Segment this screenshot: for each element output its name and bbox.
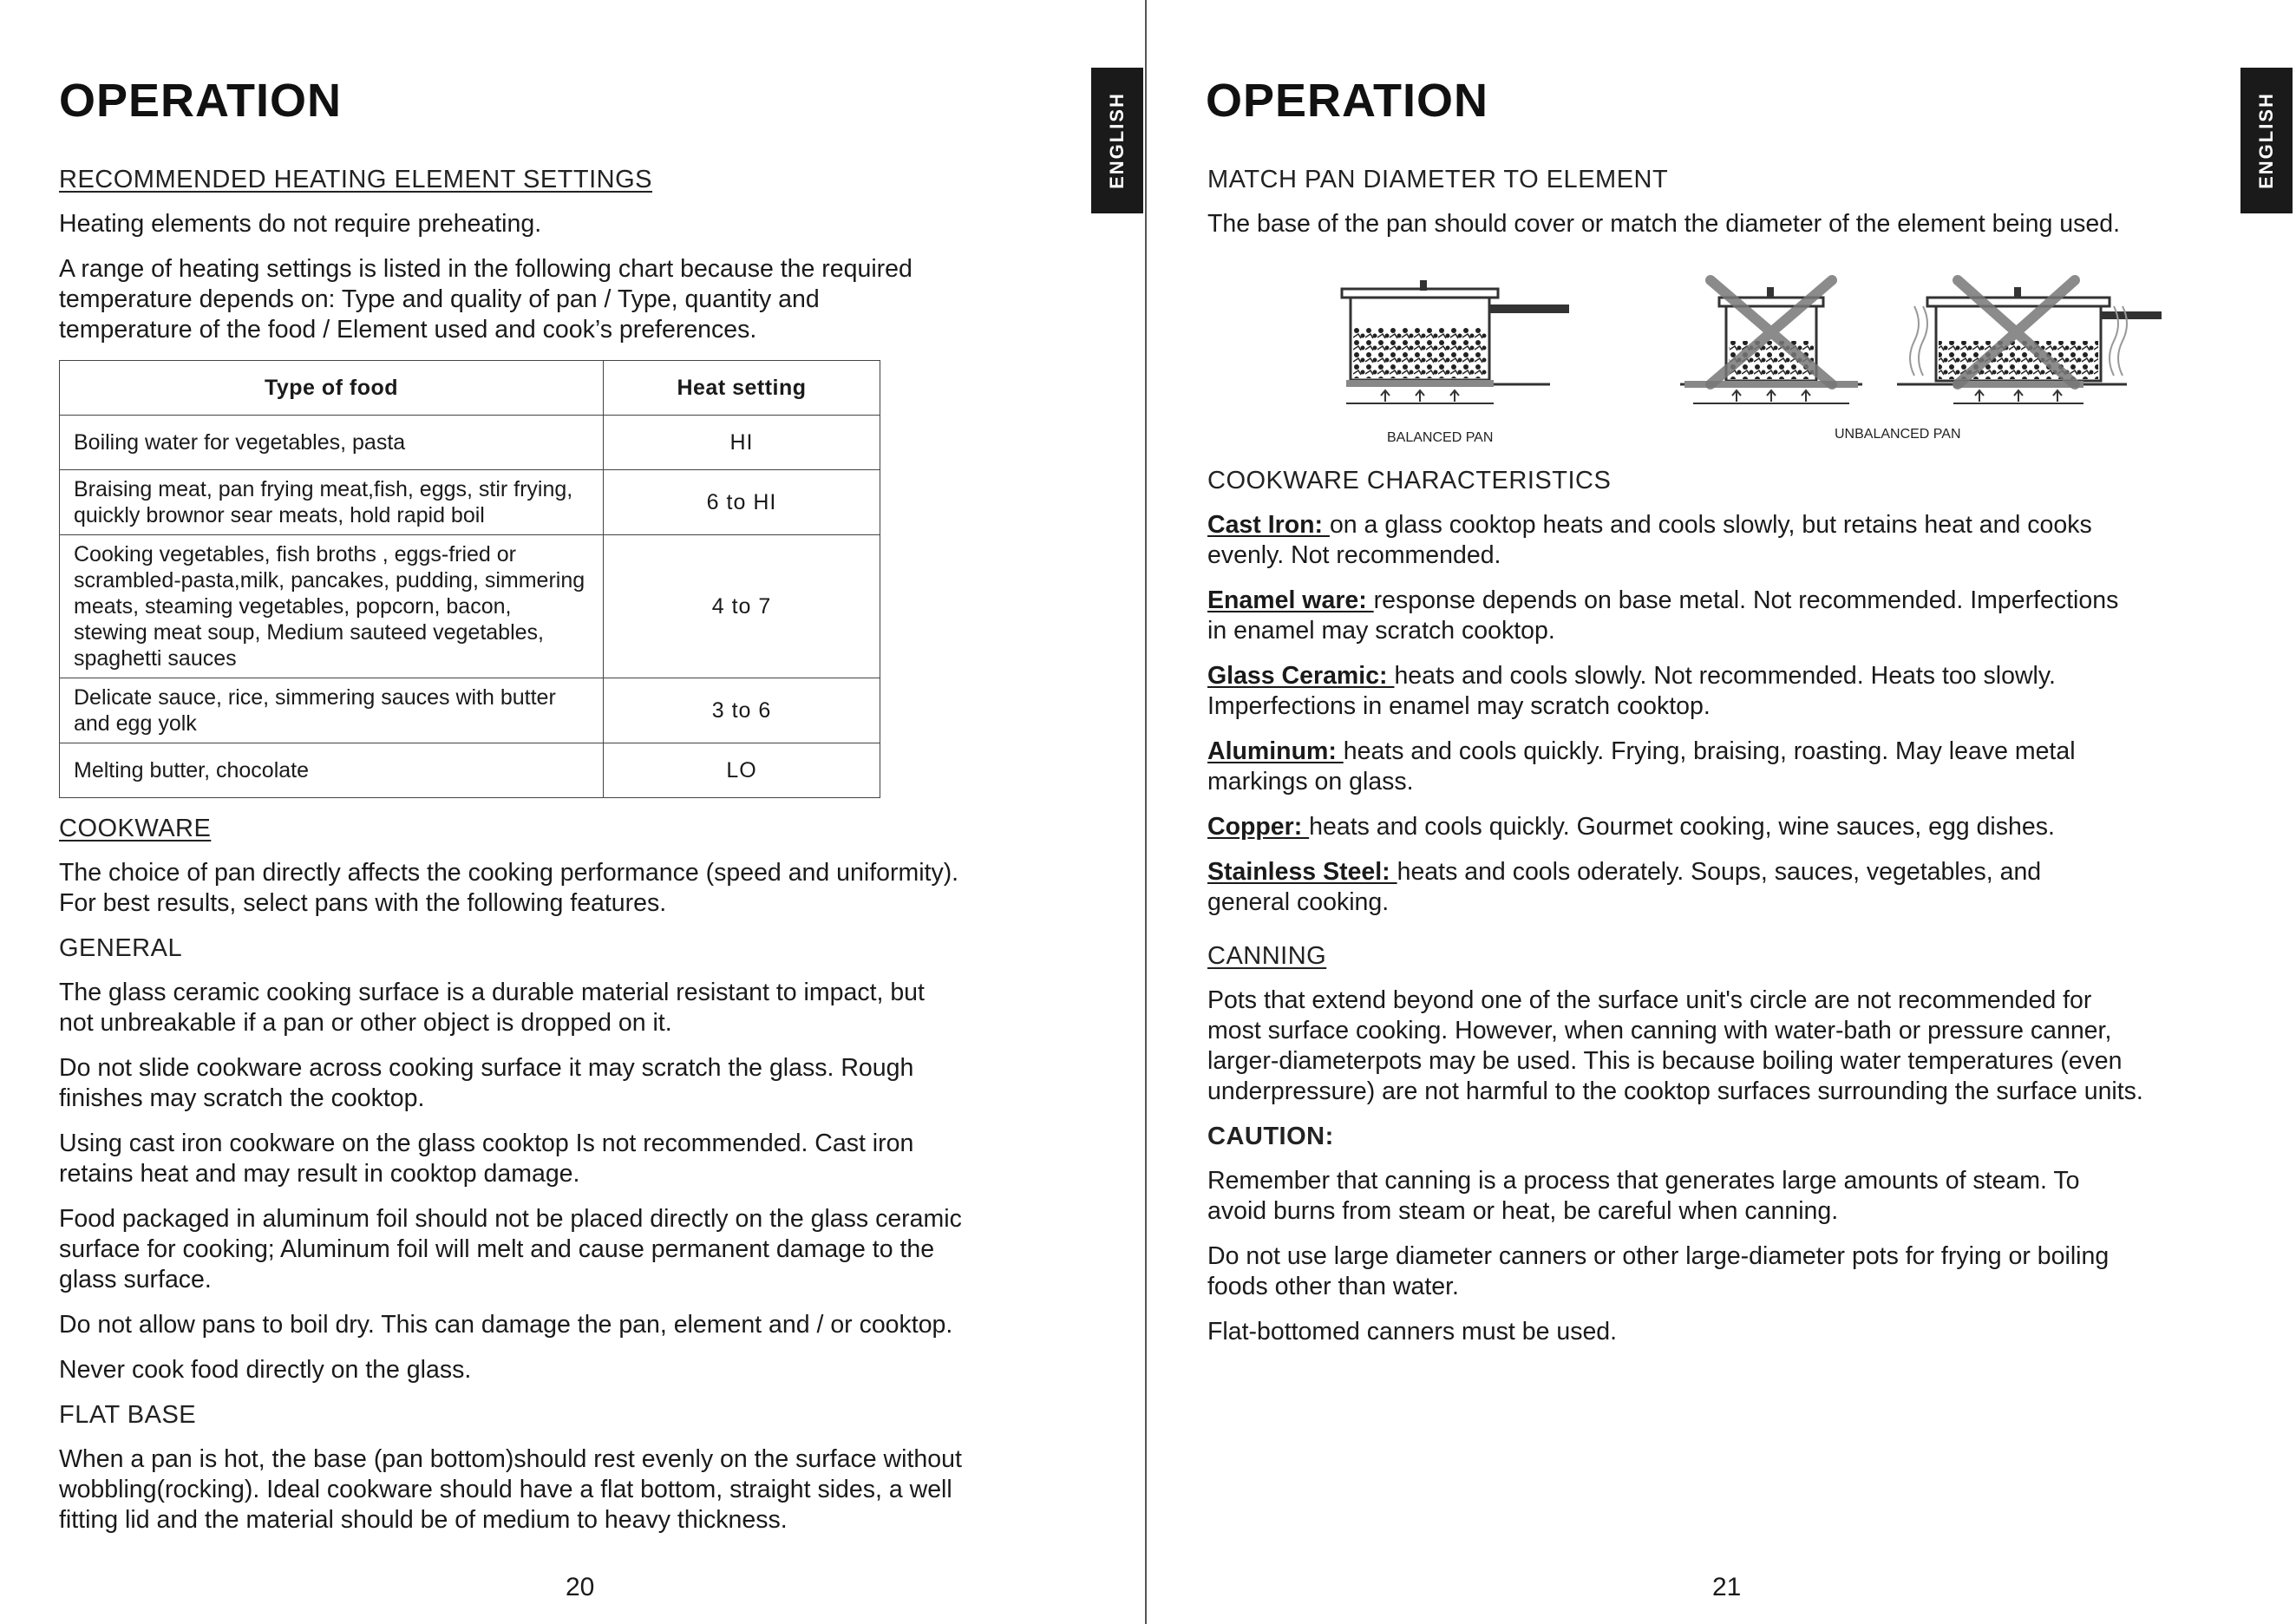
text-line: Do not use large diameter canners or other large-diameter pots for frying or boiling xyxy=(1207,1242,2110,1270)
text-line: The choice of pan directly affects the cooking performance (speed and uniformity). xyxy=(59,859,959,887)
page-21-content xyxy=(1207,165,2231,1362)
heat-cell: HI xyxy=(604,416,880,470)
text-line: surface for cooking; Aluminum foil will melt and cause permanent damage to the xyxy=(59,1235,935,1263)
table-row xyxy=(60,535,880,678)
caption-unbalanced-pan: UNBALANCED PAN xyxy=(1835,427,1961,442)
text-line: glass surface. xyxy=(59,1266,212,1293)
text-line: temperature depends on: Type and quality of pan / Type, quantity and xyxy=(59,285,820,313)
paragraph-caution-2 xyxy=(1207,1241,2231,1302)
heat-cell: 3 to 6 xyxy=(604,678,880,743)
heat-settings-table xyxy=(59,360,880,798)
page-20-content xyxy=(59,165,1065,1550)
text-line: avoid burns from steam or heat, be careful when canning. xyxy=(1207,1197,1839,1225)
column-header-food: Type of food xyxy=(60,361,604,416)
text-line: Food packaged in aluminum foil should not be placed directly on the glass ceramic xyxy=(59,1205,962,1233)
text-line: wobbling(rocking). Ideal cookware should have a flat bottom, straight sides, a well xyxy=(59,1476,952,1503)
language-tab xyxy=(1091,68,1143,213)
text-line: retains heat and may result in cooktop damage. xyxy=(59,1160,580,1188)
caption-balanced-pan: BALANCED PAN xyxy=(1387,430,1494,445)
text-line: Using cast iron cookware on the glass cooktop Is not recommended. Cast iron xyxy=(59,1130,914,1157)
page-title: OPERATION xyxy=(59,75,343,127)
table-row xyxy=(60,470,880,535)
paragraph-general-4 xyxy=(59,1204,1065,1295)
material-enamel-ware xyxy=(1207,586,2231,646)
page-number: 21 xyxy=(1712,1573,1742,1601)
heat-cell: 6 to HI xyxy=(604,470,880,535)
material-cast-iron xyxy=(1207,510,2231,571)
paragraph-caution-3: Flat-bottomed canners must be used. xyxy=(1207,1318,1618,1346)
page-21 xyxy=(1147,0,2296,1624)
text-line: evenly. Not recommended. xyxy=(1207,541,1501,569)
material-copper xyxy=(1207,812,2231,842)
text-line: Pots that extend beyond one of the surface unit's circle are not recommended for xyxy=(1207,986,2092,1014)
column-header-heat: Heat setting xyxy=(604,361,880,416)
text-line: in enamel may scratch cooktop. xyxy=(1207,617,1555,645)
text-line: markings on glass. xyxy=(1207,768,1414,796)
text-line: foods other than water. xyxy=(1207,1273,1459,1300)
balanced-pan-icon xyxy=(1342,280,1569,403)
text-line: heats and cools quickly. Frying, braising, roasting. May leave metal xyxy=(1343,737,2076,765)
language-tab-label: ENGLISH xyxy=(2255,92,2278,189)
text-line: Remember that canning is a process that generates large amounts of steam. To xyxy=(1207,1167,2080,1195)
material-name: Copper: xyxy=(1207,813,1310,841)
unbalanced-pan-small-icon xyxy=(1680,280,1862,403)
text-line: most surface cooking. However, when canning with water-bath or pressure canner, xyxy=(1207,1017,2112,1044)
paragraph-match-pan: The base of the pan should cover or match the diameter of the element being used. xyxy=(1207,210,2120,238)
text-line: finishes may scratch the cooktop. xyxy=(59,1084,425,1112)
paragraph-general-5: Do not allow pans to boil dry. This can damage the pan, element and / or cooktop. xyxy=(59,1311,953,1339)
paragraph-general-2 xyxy=(59,1053,1065,1114)
page-number: 20 xyxy=(566,1573,595,1601)
material-name: Stainless Steel: xyxy=(1207,858,1397,886)
page-title: OPERATION xyxy=(1206,75,1489,127)
text-line: response depends on base metal. Not recommended. Imperfections xyxy=(1373,586,2119,614)
table-header-row xyxy=(60,361,880,416)
food-cell: Cooking vegetables, fish broths , eggs-fried or scrambled-pasta,milk, pancakes, pudding, simmering meats, steaming vegetables, popcorn, bacon, stewing meat soup, Medium sauteed vegetables, spaghetti sauces xyxy=(60,535,604,678)
material-name: Enamel ware: xyxy=(1207,586,1374,614)
paragraph-cookware xyxy=(59,858,1065,919)
food-cell: Melting butter, chocolate xyxy=(60,743,604,798)
paragraph-general-1 xyxy=(59,978,1065,1038)
text-line: fitting lid and the material should be of medium to heavy thickness. xyxy=(59,1506,788,1534)
paragraph-canning xyxy=(1207,986,2231,1107)
language-tab xyxy=(2240,68,2293,213)
section-heading-caution: CAUTION: xyxy=(1207,1123,1334,1150)
heat-cell: LO xyxy=(604,743,880,798)
paragraph-caution-1 xyxy=(1207,1166,2231,1227)
text-line: temperature of the food / Element used and cook’s preferences. xyxy=(59,316,757,344)
table-row xyxy=(60,416,880,470)
paragraph-general-6: Never cook food directly on the glass. xyxy=(59,1356,472,1384)
text-line: Imperfections in enamel may scratch cooktop. xyxy=(1207,692,1711,720)
section-heading-cookware-characteristics: COOKWARE CHARACTERISTICS xyxy=(1207,467,1612,494)
material-aluminum xyxy=(1207,737,2231,797)
section-heading-flat-base: FLAT BASE xyxy=(59,1401,197,1429)
text-line: larger-diameterpots may be used. This is because boiling water temperatures (even xyxy=(1207,1047,2123,1075)
text-line: Do not slide cookware across cooking surface it may scratch the glass. Rough xyxy=(59,1054,914,1082)
text-line: heats and cools quickly. Gourmet cooking, wine sauces, egg dishes. xyxy=(1309,813,2055,841)
food-cell: Delicate sauce, rice, simmering sauces with butter and egg yolk xyxy=(60,678,604,743)
material-stainless-steel xyxy=(1207,857,2231,918)
text-line: heats and cools slowly. Not recommended. Heats too slowly. xyxy=(1394,662,2056,690)
unbalanced-pan-large-icon xyxy=(1897,280,2162,403)
pan-balance-illustration xyxy=(1207,254,2231,461)
text-line: underpressure) are not harmful to the cooktop surfaces surrounding the surface units. xyxy=(1207,1077,2143,1105)
paragraph-general-3 xyxy=(59,1129,1065,1189)
food-cell: Braising meat, pan frying meat,fish, eggs, stir frying, quickly brownor sear meats, hold rapid boil xyxy=(60,470,604,535)
pan-illustration-svg xyxy=(1207,254,2162,461)
material-name: Aluminum: xyxy=(1207,737,1344,765)
section-heading-general: GENERAL xyxy=(59,934,183,962)
paragraph-flat-base xyxy=(59,1444,1065,1536)
text-line: The glass ceramic cooking surface is a durable material resistant to impact, but xyxy=(59,979,925,1006)
text-line: For best results, select pans with the following features. xyxy=(59,889,667,917)
section-heading-cookware: COOKWARE xyxy=(59,815,212,842)
section-heading-recommended-settings: RECOMMENDED HEATING ELEMENT SETTINGS xyxy=(59,166,652,193)
text-line: heats and cools oderately. Soups, sauces, vegetables, and xyxy=(1397,858,2042,886)
text-line: When a pan is hot, the base (pan bottom)should rest evenly on the surface without xyxy=(59,1445,962,1473)
text-line: A range of heating settings is listed in the following chart because the required xyxy=(59,255,913,283)
material-name: Cast Iron: xyxy=(1207,511,1330,539)
text-line: not unbreakable if a pan or other object is dropped on it. xyxy=(59,1009,672,1037)
material-name: Glass Ceramic: xyxy=(1207,662,1395,690)
section-heading-match-pan: MATCH PAN DIAMETER TO ELEMENT xyxy=(1207,166,1669,193)
page-20 xyxy=(0,0,1147,1624)
table-row xyxy=(60,678,880,743)
text-line: on a glass cooktop heats and cools slowly, but retains heat and cooks xyxy=(1329,511,2092,539)
paragraph-preheating: Heating elements do not require preheating. xyxy=(59,210,542,238)
heat-cell: 4 to 7 xyxy=(604,535,880,678)
table-row xyxy=(60,743,880,798)
paragraph-range-of-settings xyxy=(59,254,1065,345)
material-glass-ceramic xyxy=(1207,661,2231,722)
text-line: general cooking. xyxy=(1207,888,1390,916)
food-cell: Boiling water for vegetables, pasta xyxy=(60,416,604,470)
language-tab-label: ENGLISH xyxy=(1106,92,1128,189)
section-heading-canning: CANNING xyxy=(1207,942,1327,970)
